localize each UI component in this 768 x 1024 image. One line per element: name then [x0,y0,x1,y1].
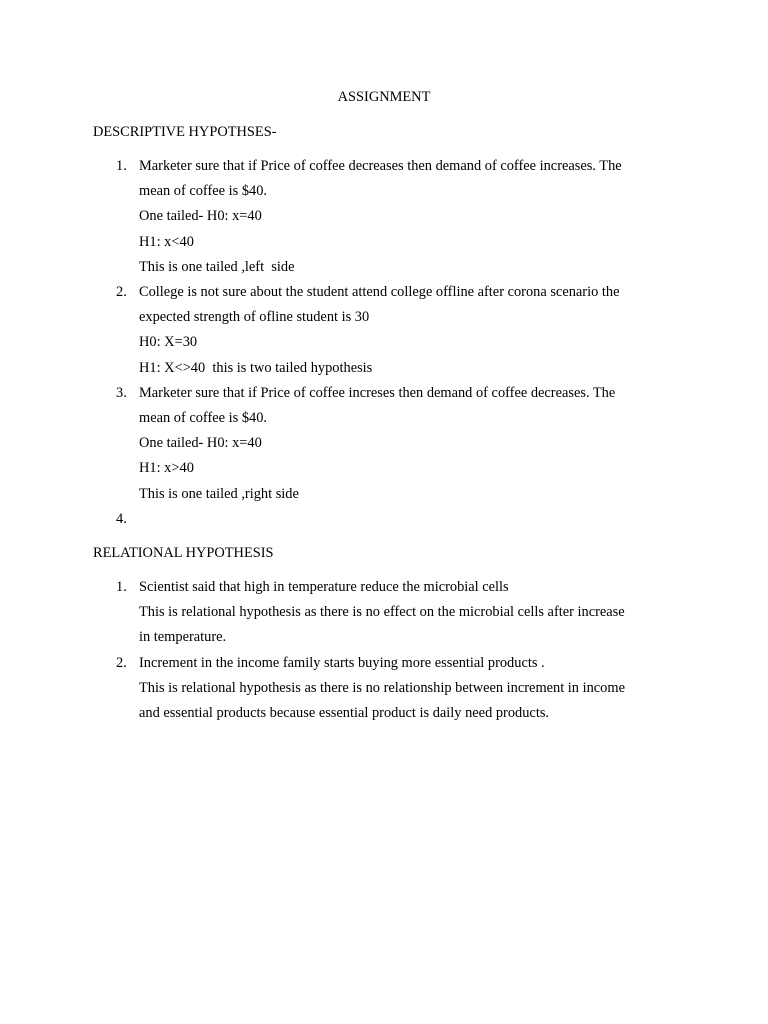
list-item-text [139,154,667,280]
list-number: 3. [116,384,127,401]
text-line: H1: x>40 [139,460,194,477]
list-number: 1. [116,158,127,174]
descriptive-item-3 [0,381,768,507]
text-line: Marketer sure that if Price of coffee increses then demand of coffee decreases. The [139,384,616,401]
descriptive-item-2 [0,280,768,381]
descriptive-item-1 [0,154,768,280]
list-item-text [139,280,667,381]
text-line: This is one tailed ,right side [139,485,299,502]
list-item-text [139,381,667,507]
text-line: This is relational hypothesis as there is no relationship between increment in income [139,679,625,696]
descriptive-item-4 [0,507,768,532]
text-line: Marketer sure that if Price of coffee decreases then demand of coffee increases. The [139,158,622,174]
list-number: 1. [116,579,127,595]
text-line [139,507,667,532]
relational-item-2 [0,651,768,727]
list-number: 4. [116,510,127,527]
list-item-text [139,651,667,727]
text-line: College is not sure about the student attend college offline after corona scenario the [139,284,620,301]
relational-heading: RELATIONAL HYPOTHESIS [93,545,274,561]
text-line: and essential products because essential product is daily need products. [139,705,550,722]
text-line: This is one tailed ,left side [139,258,295,275]
page-title: ASSIGNMENT [337,89,431,105]
text-line: in temperature. [139,629,227,646]
text-line: H1: X<>40 this is two tailed hypothesis [139,359,373,376]
text-line: Increment in the income family starts buying more essential products . [139,654,545,671]
text-line: expected strength of ofline student is 30 [139,309,370,326]
descriptive-list [0,154,768,532]
text-line: Scientist said that high in temperature reduce the microbial cells [139,579,509,595]
text-line: One tailed- H0: x=40 [139,208,262,225]
list-number: 2. [116,284,127,301]
list-item-text [139,507,667,532]
text-line: H1: x<40 [139,233,194,250]
relational-item-1 [0,575,768,651]
text-line: mean of coffee is $40. [139,410,268,427]
relational-list [0,575,768,726]
text-line: mean of coffee is $40. [139,183,268,200]
text-line: H0: X=30 [139,334,198,351]
text-line: This is relational hypothesis as there is no effect on the microbial cells after increase [139,604,625,621]
list-item-text [139,575,667,651]
list-number: 2. [116,654,127,671]
descriptive-heading: DESCRIPTIVE HYPOTHSES- [93,124,277,140]
text-line: One tailed- H0: x=40 [139,435,262,452]
